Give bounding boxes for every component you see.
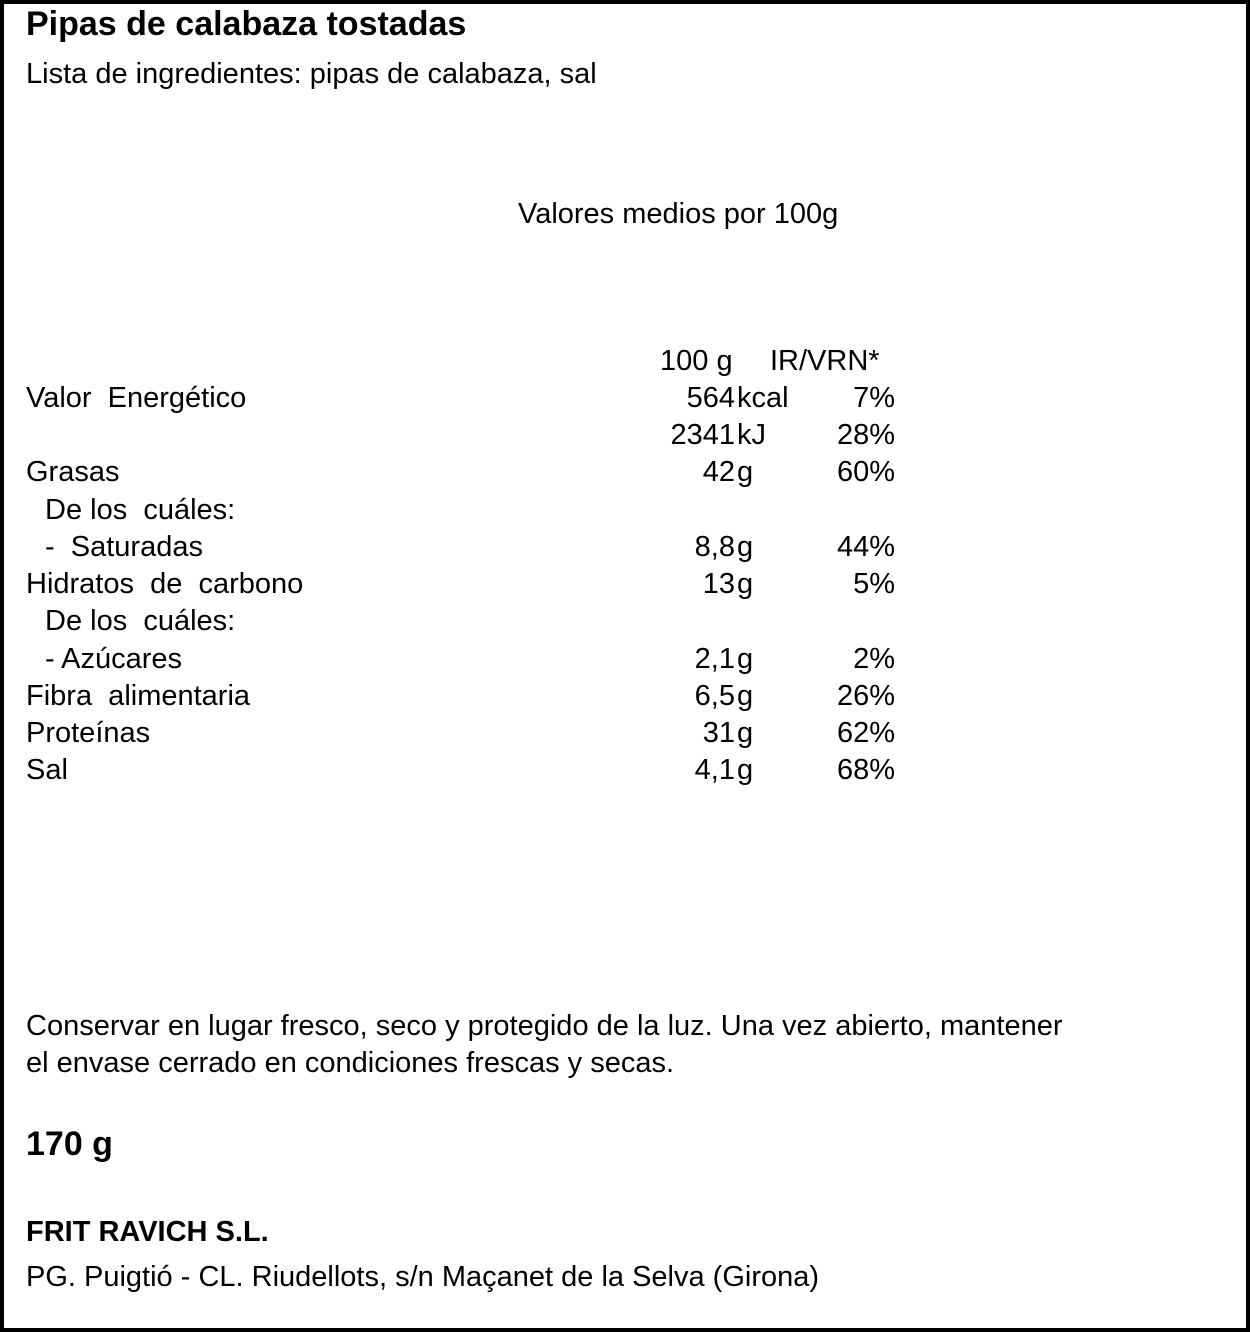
nutrient-value: 31 [702, 717, 735, 749]
nutrient-label: - Saturadas [45, 531, 203, 563]
nutrient-unit: g [737, 568, 754, 600]
nutrient-unit: g [737, 643, 754, 675]
nutrient-label: Proteínas [26, 717, 151, 749]
column-header-rdi: IR/VRN* [770, 345, 880, 377]
nutrient-unit: kcal [737, 382, 789, 414]
nutrient-value: 42 [702, 456, 735, 488]
nutrient-label: Hidratos de carbono [26, 568, 304, 600]
nutrient-percent: 60% [836, 456, 895, 488]
nutrient-percent: 68% [836, 754, 895, 786]
nutrition-row [0, 533, 1250, 570]
nutrition-row [0, 570, 1250, 607]
nutrient-percent: 44% [836, 531, 895, 563]
nutrition-row [0, 645, 1250, 682]
nutrient-value: 6,5 [694, 680, 735, 712]
nutrition-row [0, 458, 1250, 495]
storage-line: Conservar en lugar fresco, seco y protegido de la luz. Una vez abierto, mantener [26, 1010, 1063, 1042]
nutrient-unit: g [737, 456, 754, 488]
nutrient-unit: g [737, 531, 754, 563]
nutrient-label: Grasas [26, 456, 120, 488]
nutrient-unit: g [737, 754, 754, 786]
nutrient-label: Fibra alimentaria [26, 680, 251, 712]
nutrition-row [0, 682, 1250, 719]
nutrient-unit: g [737, 717, 754, 749]
nutrition-row [0, 719, 1250, 756]
nutrient-percent: 62% [836, 717, 895, 749]
nutrition-row [0, 421, 1250, 458]
nutrient-label: De los cuáles: [45, 605, 236, 637]
net-weight: 170 g [26, 1125, 113, 1163]
nutrient-percent: 7% [853, 382, 895, 414]
nutrient-value: 8,8 [694, 531, 735, 563]
nutrition-heading: Valores medios por 100g [518, 198, 839, 230]
nutrient-value: 2341 [670, 419, 735, 451]
storage-instructions [26, 1008, 1063, 1082]
nutrient-value: 564 [686, 382, 735, 414]
ingredients-list: Lista de ingredientes: pipas de calabaza, sal [26, 58, 597, 90]
product-title: Pipas de calabaza tostadas [26, 5, 467, 43]
nutrient-label: Sal [26, 754, 68, 786]
manufacturer-name: FRIT RAVICH S.L. [26, 1216, 269, 1248]
manufacturer-address: PG. Puigtió - CL. Riudellots, s/n Maçanet de la Selva (Girona) [26, 1261, 820, 1293]
nutrient-value: 2,1 [694, 643, 735, 675]
column-header-amount: 100 g [660, 345, 733, 377]
nutrition-row [0, 496, 1250, 533]
storage-line: el envase cerrado en condiciones frescas y secas. [26, 1047, 675, 1079]
nutrition-row [0, 384, 1250, 421]
nutrient-percent: 2% [853, 643, 895, 675]
nutrient-label: Valor Energético [26, 382, 247, 414]
nutrient-percent: 5% [853, 568, 895, 600]
nutrient-unit: kJ [737, 419, 766, 451]
nutrition-row [0, 607, 1250, 644]
nutrient-label: - Azúcares [45, 643, 182, 675]
nutrient-percent: 28% [836, 419, 895, 451]
nutrition-row [0, 756, 1250, 793]
nutrient-label: De los cuáles: [45, 494, 236, 526]
nutrient-unit: g [737, 680, 754, 712]
nutrient-value: 4,1 [694, 754, 735, 786]
nutrient-percent: 26% [836, 680, 895, 712]
nutrient-value: 13 [702, 568, 735, 600]
